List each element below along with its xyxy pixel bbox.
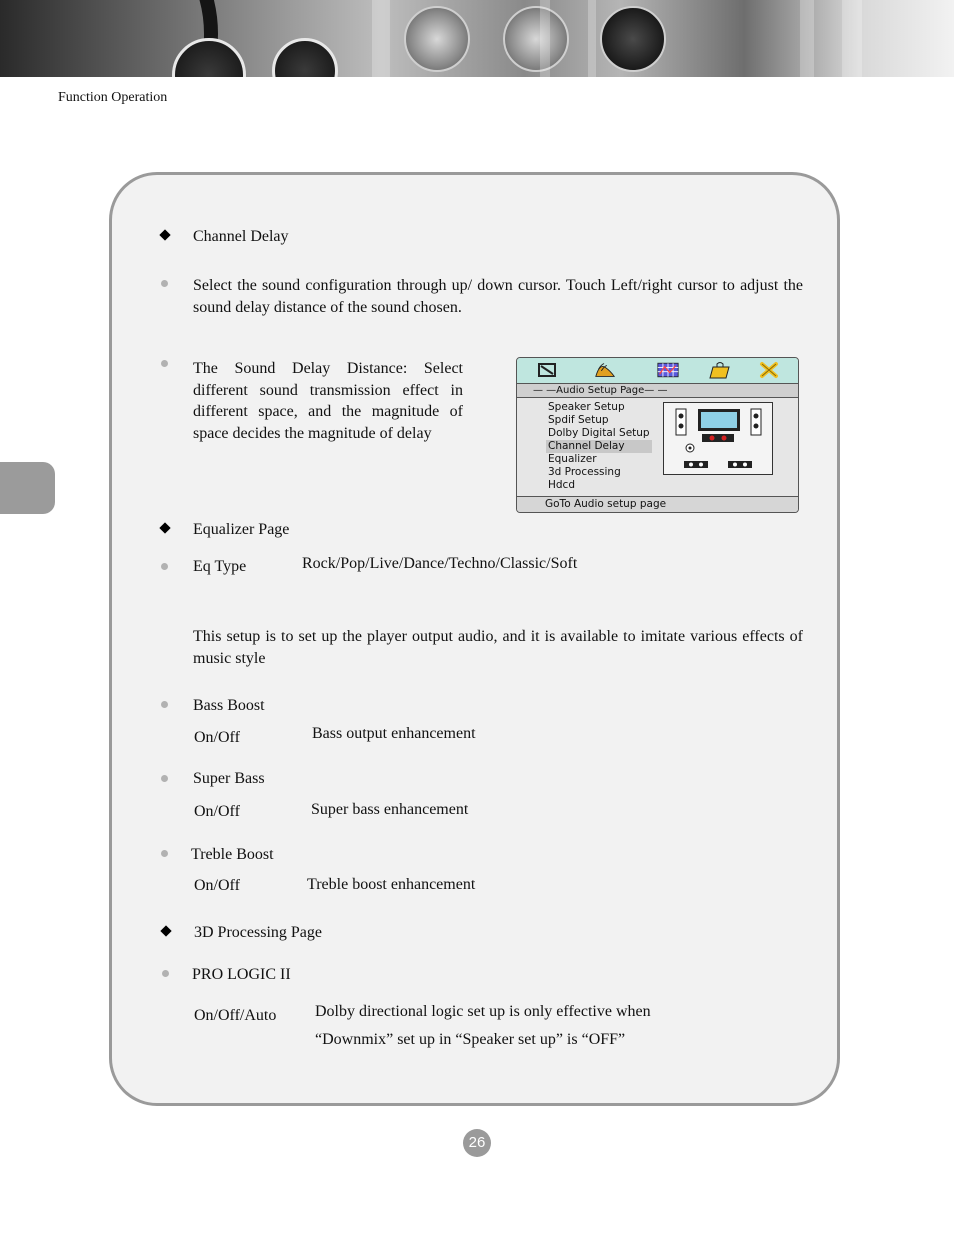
osd-footer-text: GoTo Audio setup page bbox=[545, 498, 667, 510]
super-bass-option: On/Off bbox=[194, 803, 240, 820]
round-bullet-icon bbox=[162, 970, 169, 977]
equalizer-grid-icon bbox=[657, 360, 679, 380]
lock-icon bbox=[709, 360, 731, 380]
audio-setup-osd-screenshot bbox=[516, 357, 799, 513]
channel-delay-paragraph: Select the sound configuration through up/ down cursor. Touch Left/right cursor to adjust the sound delay distance of the sound chosen. bbox=[193, 277, 803, 316]
pro-logic-option: On/Off/Auto bbox=[194, 1007, 277, 1024]
chapter-side-tab bbox=[0, 462, 55, 514]
banner-stripe bbox=[842, 0, 862, 77]
osd-footer bbox=[517, 496, 798, 513]
bass-boost-label: Bass Boost bbox=[193, 697, 265, 714]
sound-delay-distance-paragraph: The Sound Delay Distance: Select different sound transmission effect in different space, and the magnitude of space decides the magnitude of delay bbox=[193, 360, 463, 442]
osd-menu bbox=[546, 401, 652, 492]
climate-knob-right bbox=[600, 6, 666, 72]
osd-menu-item: Speaker Setup bbox=[548, 401, 625, 413]
eq-type-values: Rock/Pop/Live/Dance/Techno/Classic/Soft bbox=[302, 555, 578, 572]
round-bullet-icon bbox=[161, 360, 168, 367]
osd-menu-item: Dolby Digital Setup bbox=[548, 427, 650, 439]
banner-stripe bbox=[800, 0, 814, 77]
equalizer-description: This setup is to set up the player output audio, and it is available to imitate various effects of music style bbox=[193, 628, 803, 667]
monitor-icon bbox=[536, 360, 558, 380]
channel-delay-heading: Channel Delay bbox=[193, 228, 289, 245]
speaker-wave-icon bbox=[594, 360, 616, 380]
climate-knob-left bbox=[404, 6, 470, 72]
round-bullet-icon bbox=[161, 563, 168, 570]
round-bullet-icon bbox=[161, 850, 168, 857]
running-head: Function Operation bbox=[58, 90, 168, 105]
3d-processing-heading: 3D Processing Page bbox=[194, 924, 322, 941]
banner-stripe bbox=[540, 0, 550, 77]
super-bass-label: Super Bass bbox=[193, 770, 265, 787]
pro-logic-description-line1: Dolby directional logic set up is only effective when bbox=[315, 1003, 651, 1020]
eq-type-label: Eq Type bbox=[193, 558, 247, 575]
osd-menu-item: Equalizer bbox=[548, 453, 597, 465]
tachometer-gauge bbox=[272, 38, 338, 77]
exit-x-icon bbox=[758, 360, 780, 380]
treble-boost-label: Treble Boost bbox=[191, 846, 274, 863]
osd-icon-bar bbox=[517, 358, 798, 384]
speaker-layout-diagram bbox=[663, 402, 773, 475]
round-bullet-icon bbox=[161, 280, 168, 287]
climate-knob-center bbox=[503, 6, 569, 72]
pro-logic-description-line2: “Downmix” set up in “Speaker set up” is “OFF” bbox=[315, 1031, 626, 1048]
osd-menu-item: Hdcd bbox=[548, 479, 575, 491]
pro-logic-label: PRO LOGIC II bbox=[192, 966, 291, 983]
bass-boost-description: Bass output enhancement bbox=[312, 725, 476, 742]
banner-stripe bbox=[588, 0, 596, 77]
treble-boost-option: On/Off bbox=[194, 877, 240, 894]
round-bullet-icon bbox=[161, 775, 168, 782]
super-bass-description: Super bass enhancement bbox=[311, 801, 469, 818]
osd-title bbox=[517, 384, 798, 398]
osd-menu-item-selected: Channel Delay bbox=[546, 440, 652, 453]
equalizer-heading: Equalizer Page bbox=[193, 521, 290, 538]
round-bullet-icon bbox=[161, 701, 168, 708]
treble-boost-description: Treble boost enhancement bbox=[307, 876, 476, 893]
osd-menu-item: 3d Processing bbox=[548, 466, 621, 478]
bass-boost-option: On/Off bbox=[194, 729, 240, 746]
page-number: 26 bbox=[463, 1129, 491, 1157]
osd-menu-item: Spdif Setup bbox=[548, 414, 609, 426]
osd-title-text: — —Audio Setup Page— — bbox=[533, 385, 668, 396]
header-banner-image bbox=[0, 0, 954, 77]
banner-stripe bbox=[372, 0, 390, 77]
